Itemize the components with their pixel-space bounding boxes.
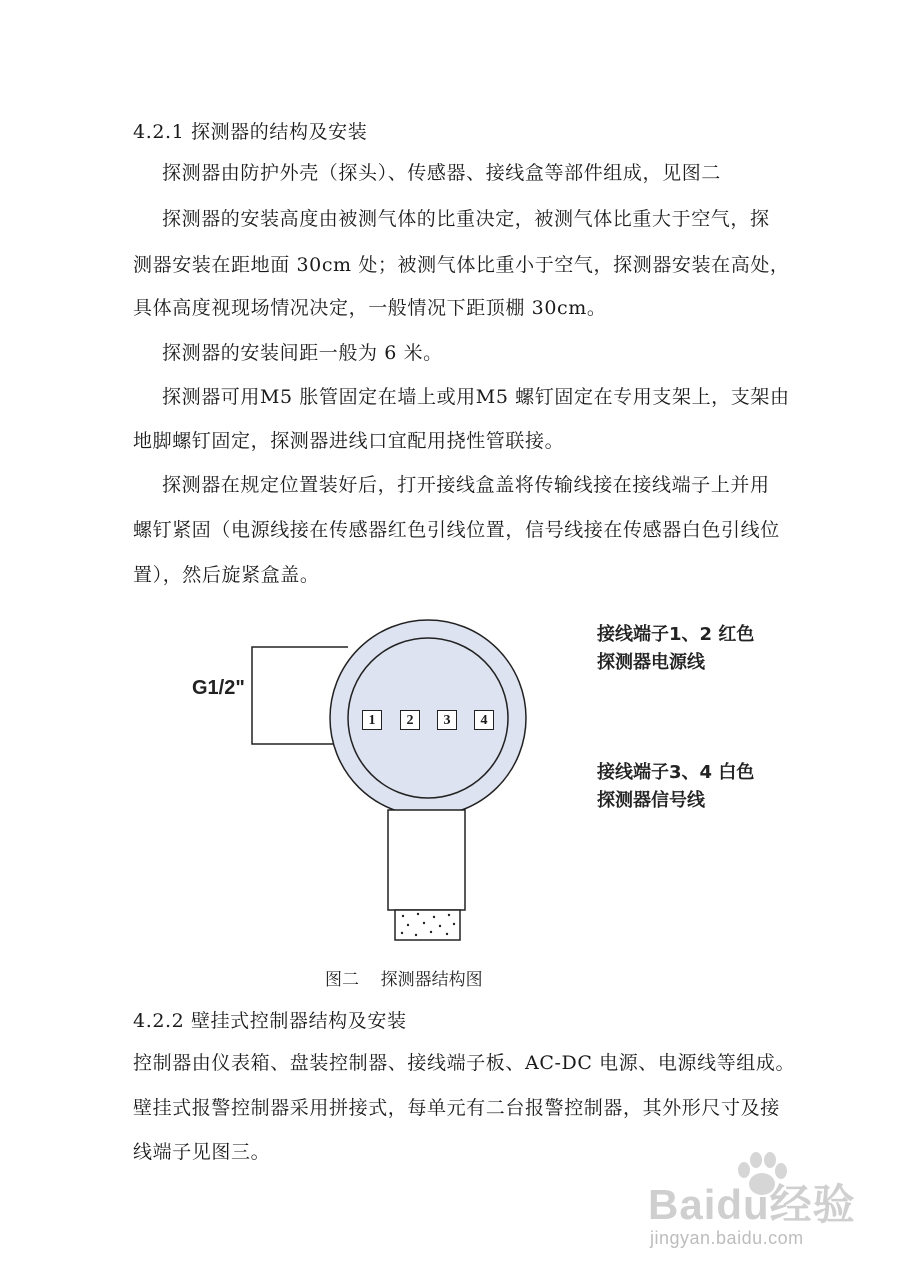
paragraph-height-line-3: 具体高度视现场情况决定，一般情况下距顶棚 30cm。 [133, 297, 607, 319]
note-power-line: 探测器电源线 [597, 652, 705, 673]
note-power-terminals: 接线端子1、2 红色 [597, 624, 755, 645]
section-heading-4-2-1: 4.2.1 探测器的结构及安装 [133, 121, 368, 143]
paragraph-height-line-2: 测器安装在距地面 30cm 处；被测气体比重小于空气，探测器安装在高处， [133, 254, 790, 276]
note-signal-line: 探测器信号线 [597, 790, 705, 811]
note-signal-terminals: 接线端子3、4 白色 [597, 762, 755, 783]
paragraph-mounting-line-2: 地脚螺钉固定，探测器进线口宜配用挠性管联接。 [133, 430, 565, 452]
paragraph-spacing: 探测器的安装间距一般为 6 米。 [162, 342, 443, 364]
paragraph-wiring-line-1: 探测器在规定位置装好后，打开接线盒盖将传输线接在接线端子上并用 [162, 474, 770, 496]
sensor-tube [388, 810, 465, 910]
figure-caption: 图二 探测器结构图 [325, 970, 483, 990]
paragraph-composition: 探测器由防护外壳（探头）、传感器、接线盒等部件组成，见图二 [162, 162, 721, 184]
terminal-3: 3 [437, 710, 457, 730]
detector-drawing [0, 600, 905, 1000]
paragraph-mounting-line-1: 探测器可用M5 胀管固定在墙上或用M5 螺钉固定在专用支架上，支架由 [162, 386, 790, 408]
paragraph-height-line-1: 探测器的安装高度由被测气体的比重决定，被测气体比重大于空气，探 [162, 208, 770, 230]
terminal-1: 1 [362, 710, 382, 730]
watermark-url: jingyan.baidu.com [650, 1228, 804, 1248]
paragraph-controller-line-1: 壁挂式报警控制器采用拼接式，每单元有二台报警控制器，其外形尺寸及接 [133, 1097, 780, 1119]
sensor-head [395, 910, 460, 940]
watermark-brand: Baidu经验 [648, 1181, 856, 1228]
paragraph-controller-composition: 控制器由仪表箱、盘装控制器、接线端子板、AC-DC 电源、电源线等组成。 [133, 1052, 796, 1074]
paragraph-wiring-line-3: 置），然后旋紧盒盖。 [133, 564, 320, 586]
terminal-4: 4 [474, 710, 494, 730]
section-heading-4-2-2: 4.2.2 壁挂式控制器结构及安装 [133, 1010, 407, 1032]
baidu-jingyan-watermark [640, 1150, 890, 1260]
thread-size-label: G1/2" [192, 677, 245, 699]
paragraph-controller-line-2: 线端子见图三。 [133, 1141, 271, 1163]
paragraph-wiring-line-2: 螺钉紧固（电源线接在传感器红色引线位置，信号线接在传感器白色引线位 [133, 519, 780, 541]
terminal-2: 2 [400, 710, 420, 730]
detector-structure-figure [0, 600, 905, 1000]
